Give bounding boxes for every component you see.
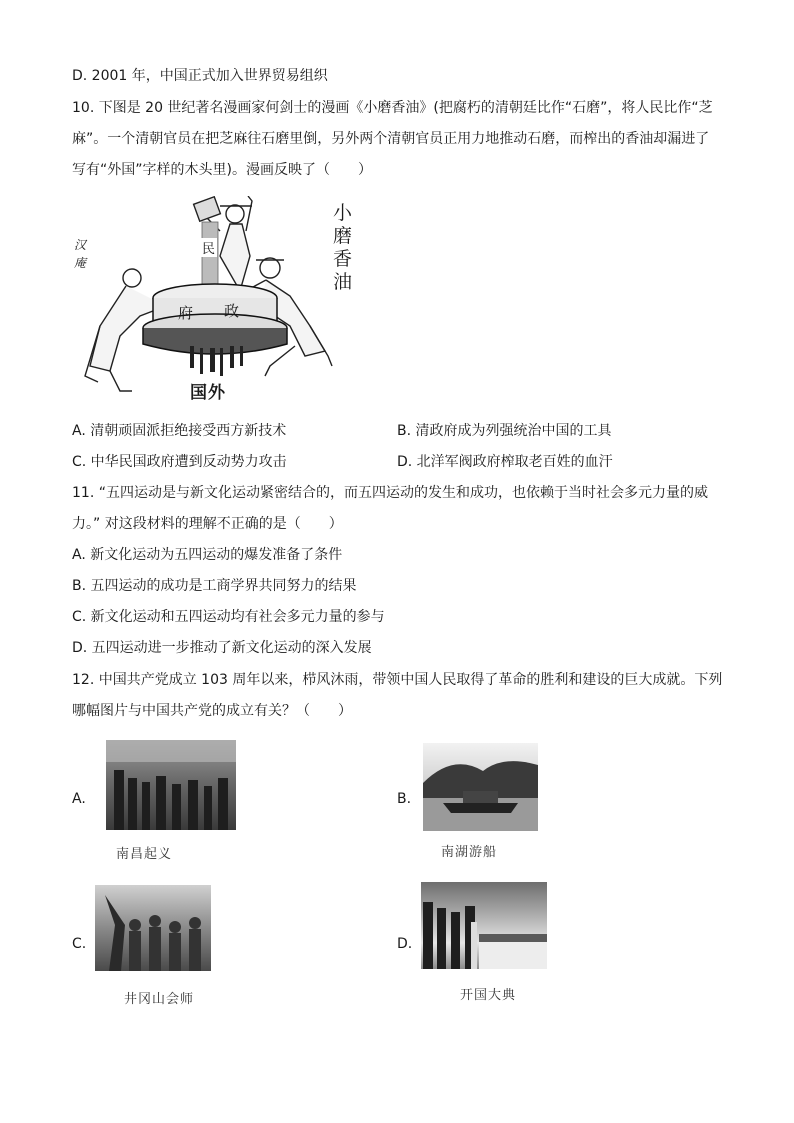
photo-ceremony — [421, 882, 547, 969]
q12-option-d-letter: D. — [397, 936, 413, 952]
q10-stem-line-3: 写有“外国”字样的木头里)。漫画反映了（ ） — [72, 162, 372, 178]
nanhu-boat-photo — [423, 743, 538, 831]
q11-stem-line-2: 力。” 对这段材料的理解不正确的是（ ） — [72, 516, 343, 532]
q10-stem-line-2: 麻”。一个清朝官员在把芝麻往石磨里倒，另外两个清朝官员正用力地推动石磨，而榨出的香油却漏进了 — [72, 131, 710, 147]
q12-option-a-letter: A. — [72, 791, 86, 807]
cartoon-title-char: 油 — [333, 271, 353, 293]
q11-option-b: B. 五四运动的成功是工商学界共同努力的结果 — [72, 578, 357, 594]
q12-option-d-caption: 开国大典 — [460, 988, 517, 1003]
cartoon-label-gov-2: 府 — [178, 304, 194, 322]
official-head-top — [226, 205, 244, 223]
cartoon-title — [333, 202, 352, 294]
q12-option-b-caption: 南湖游船 — [441, 845, 498, 860]
photo-boat — [423, 743, 538, 831]
signature-char: 庵 — [74, 256, 87, 270]
q10-option-d: D. 北洋军阀政府榨取老百姓的血汗 — [397, 454, 613, 470]
founding-ceremony-photo — [421, 882, 547, 969]
q12-stem-line-1: 12. 中国共产党成立 103 周年以来，栉风沐雨，带领中国人民取得了革命的胜利和建设的巨大成就。下列 — [72, 672, 723, 688]
q9-option-d: D. 2001 年，中国正式加入世界贸易组织 — [72, 68, 328, 84]
signature-char: 汉 — [74, 238, 87, 252]
q12-option-c-caption: 井冈山会师 — [124, 992, 195, 1007]
photo-figures — [106, 740, 236, 830]
q11-option-a: A. 新文化运动为五四运动的爆发准备了条件 — [72, 547, 343, 563]
cartoon-drawing — [70, 196, 360, 402]
q10-option-a: A. 清朝顽固派拒绝接受西方新技术 — [72, 423, 287, 439]
photo-crowd — [95, 885, 211, 971]
cartoon-label-gov-1: 政 — [224, 302, 240, 320]
cartoon-title-char: 磨 — [333, 225, 353, 247]
q10-option-c: C. 中华民国政府遭到反动势力攻击 — [72, 454, 287, 470]
cartoon-label-people: 民 — [200, 238, 217, 257]
nanchang-uprising-photo — [106, 740, 236, 830]
jinggangshan-meeting-photo — [95, 885, 211, 971]
q10-stem-line-1: 10. 下图是 20 世纪著名漫画家何剑士的漫画《小磨香油》(把腐朽的清朝廷比作“石磨”，将人民比作“芝 — [72, 100, 713, 116]
q10-cartoon-image — [70, 196, 360, 402]
q12-option-b-letter: B. — [397, 791, 412, 807]
q12-option-a-caption: 南昌起义 — [116, 847, 173, 862]
q12-stem-line-2: 哪幅图片与中国共产党的成立有关？（ ） — [72, 703, 352, 719]
q11-stem-line-1: 11. “五四运动是与新文化运动紧密结合的，而五四运动的发生和成功，也依赖于当时社会多元力量的威 — [72, 485, 708, 501]
q11-option-d: D. 五四运动进一步推动了新文化运动的深入发展 — [72, 640, 372, 656]
cartoon-title-char: 小 — [333, 202, 353, 224]
cartoon-label-foreign: 国外 — [190, 383, 226, 403]
q10-option-b: B. 清政府成为列强统治中国的工具 — [397, 423, 612, 439]
cartoon-signature — [74, 236, 86, 272]
q11-option-c: C. 新文化运动和五四运动均有社会多元力量的参与 — [72, 609, 385, 625]
cartoon-title-char: 香 — [333, 248, 353, 270]
q12-option-c-letter: C. — [72, 936, 87, 952]
